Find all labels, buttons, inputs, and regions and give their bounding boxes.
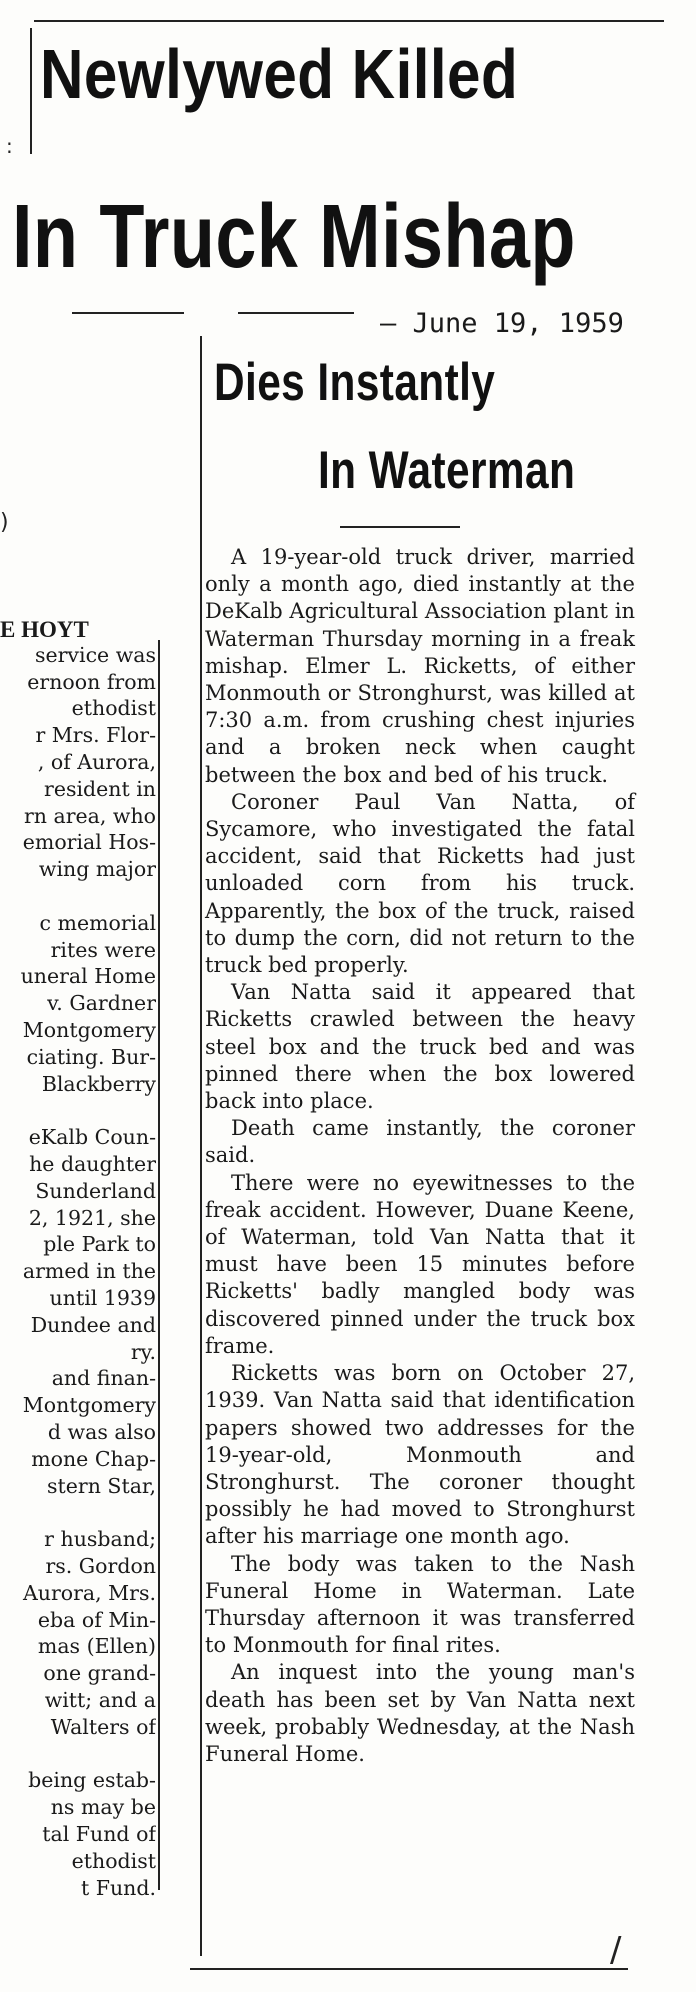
column-divider bbox=[200, 336, 202, 1956]
clipping-mark-left: ) bbox=[0, 510, 9, 535]
left-column-line: ry. bbox=[130, 1339, 156, 1364]
left-column-line: c memorial bbox=[39, 910, 156, 935]
left-column-line: , of Aurora, bbox=[37, 750, 156, 774]
article-paragraph: Death came instantly, the coroner said. bbox=[205, 1116, 635, 1168]
dateline: — June 19, 1959 bbox=[380, 308, 624, 339]
left-column-line: eKalb Coun- bbox=[28, 1125, 156, 1150]
subhead-underline bbox=[340, 526, 460, 528]
clipping-mark-top: : bbox=[6, 134, 13, 158]
left-column-line: r Mrs. Flor- bbox=[35, 723, 156, 748]
left-column-line: Walters of bbox=[50, 1714, 156, 1739]
left-column-line: mone Chap- bbox=[31, 1446, 156, 1471]
left-column-line: ernoon from bbox=[27, 669, 156, 694]
article-paragraph: There were no eyewitnesses to the freak accident. However, Duane Keene, of Waterman, told Van Natta that it must have been 15 minutes before Ricketts' badly mangled body was discovered pinned under the truck box frame. bbox=[205, 1170, 635, 1358]
headline-left-rule bbox=[30, 28, 32, 154]
article-paragraph: An inquest into the young man's death has been set by Van Natta next week, probably Wednesday, at the Nash Funeral Home. bbox=[205, 1660, 635, 1766]
top-rule bbox=[34, 20, 664, 22]
headline-underline-right bbox=[238, 312, 354, 314]
left-column-line: being estab- bbox=[28, 1768, 156, 1793]
clipping-mark-bottom: / bbox=[610, 1930, 622, 1970]
left-column-line: ciating. Bur- bbox=[26, 1044, 156, 1069]
left-column-line: ethodist bbox=[71, 1848, 156, 1873]
subhead-line-1: Dies Instantly bbox=[214, 353, 496, 412]
article-paragraph: The body was taken to the Nash Funeral Home in Waterman. Late Thursday afternoon it was transferred to Monmouth for final rites. bbox=[205, 1551, 635, 1658]
left-column-line: t Fund. bbox=[80, 1875, 156, 1900]
left-column-line: Sunderland bbox=[35, 1178, 156, 1203]
left-column-line: r husband; bbox=[44, 1527, 156, 1552]
left-column-line: Montgomery bbox=[22, 1393, 156, 1418]
left-column-line: wing major bbox=[38, 857, 156, 882]
article-paragraph: Coroner Paul Van Natta, of Sycamore, who investigated the fatal accident, said that Ricketts had just unloaded corn from his truck. Apparently, the box of the truck, raised to dump the corn, did not return to the truck bed properly. bbox=[205, 789, 635, 978]
left-column-line: mas (Ellen) bbox=[37, 1634, 156, 1659]
left-column-line: ple Park to bbox=[43, 1232, 156, 1257]
left-column-line: Blackberry bbox=[41, 1071, 156, 1096]
article-paragraph: A 19-year-old truck driver, married only a month ago, died instantly at the DeKalb Agricultural Association plant in Waterman Thursday morning in a freak mishap. Elmer L. Ricketts, of either Monmouth or Stronghurst, was killed at 7:30 a.m. from crushing chest injuries and a broken neck when caught between the box and bed of his truck. bbox=[205, 545, 635, 787]
left-column-right-rule bbox=[158, 640, 160, 1890]
headline-underline-left bbox=[72, 312, 184, 314]
left-column-line: ns may be bbox=[50, 1795, 156, 1820]
left-column bbox=[0, 618, 156, 1958]
left-column-line: ethodist bbox=[71, 696, 156, 721]
left-column-line: witt; and a bbox=[44, 1688, 156, 1712]
headline-line-2: In Truck Mishap bbox=[12, 187, 576, 287]
left-column-heading: E HOYT bbox=[0, 618, 89, 642]
left-column-line: d was also bbox=[47, 1420, 156, 1444]
left-column-line: emorial Hos- bbox=[22, 830, 156, 855]
article-paragraph: Ricketts was born on October 27, 1939. Van Natta said that identification papers showed two addresses for the 19-year-old, Monmouth and Stronghurst. The coroner thought possibly he had moved to Stronghurst after his marriage one month ago. bbox=[205, 1361, 635, 1549]
left-column-line: eba of Min- bbox=[37, 1607, 156, 1632]
left-column-line: v. Gardner bbox=[47, 991, 156, 1016]
left-column-line: Aurora, Mrs. bbox=[22, 1580, 156, 1605]
left-column-line: Montgomery bbox=[22, 1018, 156, 1042]
left-column-line: service was bbox=[34, 642, 156, 667]
headline-line-1: Newlywed Killed bbox=[40, 35, 519, 113]
left-column-line: uneral Home bbox=[20, 964, 156, 989]
left-column-line: tal Fund of bbox=[42, 1822, 156, 1846]
left-column-line: Dundee and bbox=[30, 1312, 156, 1337]
article-paragraph: Van Natta said it appeared that Ricketts crawled between the heavy steel box and the truck bed and was pinned there when the box lowered back into place. bbox=[205, 980, 635, 1114]
left-column-line: rn area, who bbox=[23, 803, 156, 828]
subhead-line-2: In Waterman bbox=[318, 441, 576, 500]
left-column-line: and finan- bbox=[51, 1366, 156, 1391]
article-body bbox=[205, 544, 635, 1768]
left-column-line: rs. Gordon bbox=[45, 1554, 156, 1578]
left-column-line: until 1939 bbox=[49, 1286, 156, 1310]
left-column-line: one grand- bbox=[43, 1661, 156, 1686]
bottom-rule bbox=[190, 1968, 628, 1970]
left-column-line: 2, 1921, she bbox=[28, 1205, 156, 1230]
left-column-line: resident in bbox=[44, 776, 156, 801]
left-column-line: stern Star, bbox=[47, 1473, 156, 1498]
left-column-line: armed in the bbox=[22, 1259, 156, 1284]
left-column-line: he daughter bbox=[29, 1152, 156, 1176]
left-column-line: rites were bbox=[50, 937, 156, 962]
